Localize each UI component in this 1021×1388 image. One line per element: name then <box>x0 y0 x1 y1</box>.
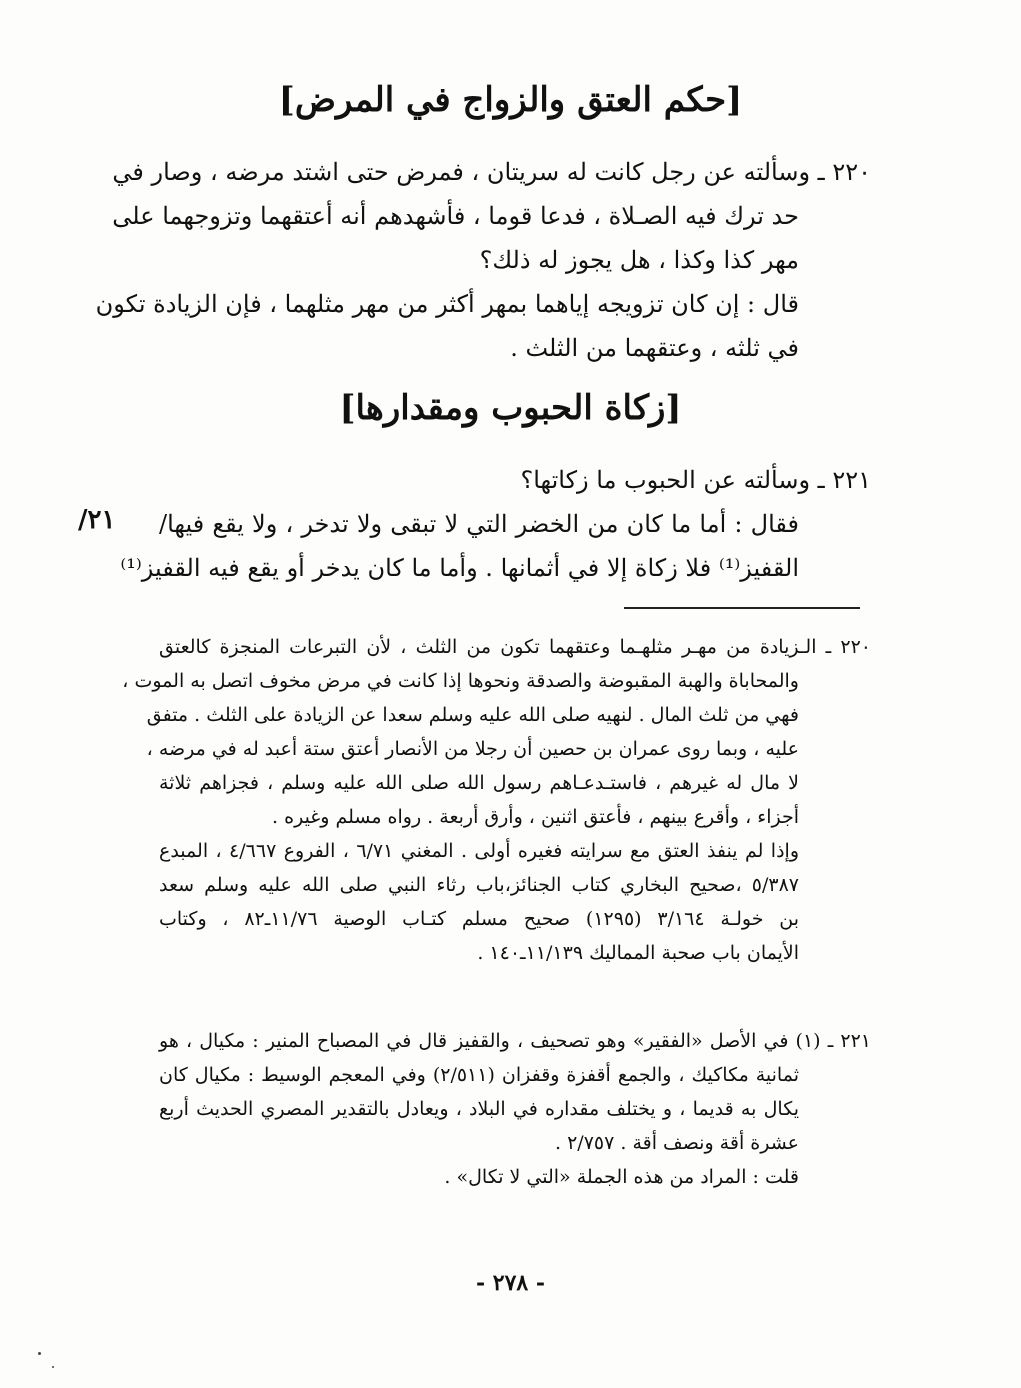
footnote-line: الأيمان باب صحبة المماليك ١١/١٣٩ـ١٤٠ . <box>477 942 799 964</box>
footnote-line: قلت : المراد من هذه الجملة «التي لا تكال» . <box>444 1166 799 1188</box>
text-line: ٢٢١ ـ وسألته عن الحبوب ما زكاتها؟ <box>520 466 871 494</box>
text-line: في ثلثه ، وعتقهما من الثلث . <box>510 334 799 362</box>
footnote-line: يكال به قديما ، و يختلف مقداره في البلاد ، ويعادل بالتقدير المصري الحديث أربع <box>159 1098 799 1120</box>
footnote-220 <box>122 630 871 970</box>
page-number: - ٢٧٨ - <box>475 1270 546 1296</box>
footnote-221 <box>159 1024 871 1194</box>
footnote-line: ٥/٣٨٧ ،صحيح البخاري كتاب الجنائز،باب رثاء النبي صلى الله عليه وسلم سعد <box>159 874 799 896</box>
footnote-line: بن خولـة ٣/١٦٤ (١٢٩٥) صحيح مسلم كتـاب الوصية ١١/٧٦ـ٨٢ ، وكتاب <box>159 908 800 930</box>
question-220 <box>95 150 871 370</box>
text-line: القفيز⁽¹⁾ فلا زكاة إلا في أثمانها . وأما ما كان يدخر أو يقع فيه القفيز⁽¹⁾ <box>120 554 799 582</box>
text-line: حد ترك فيه الصـلاة ، فدعا قوما ، فأشهدهم أنه أعتقهما وتزوجهما على <box>112 202 799 230</box>
footnote-line: عليه ، وبما روى عمران بن حصين أن رجلا من الأنصار أعتق ستة أعبد له في مرضه ، <box>146 738 799 760</box>
footnote-line: وإذا لم ينفذ العتق مع سرايته فغيره أولى . المغني ٦/٧١ ، الفروع ٤/٦٦٧ ، المبدع <box>159 840 799 862</box>
section-heading-grain-zakat: [زكاة الحبوب ومقدارها] <box>339 388 682 428</box>
question-221 <box>120 458 871 590</box>
text-line: قال : إن كان تزويجه إياهما بمهر أكثر من مهر مثلهما ، فإن الزيادة تكون <box>95 290 799 318</box>
footnote-line: ٢٢٠ ـ الـزيادة من مهـر مثلهـما وعتقهما تكون من الثلث ، لأن التبرعات المنجزة كالعتق <box>159 636 871 658</box>
scan-speck <box>52 1366 54 1368</box>
footnote-line: أجزاء ، وأقرع بينهم ، فأعتق اثنين ، وأرق أربعة . رواه مسلم وغيره . <box>272 806 799 828</box>
footnote-line: ٢٢١ ـ (١) في الأصل «الفقير» وهو تصحيف ، والقفيز قال في المصباح المنير : مكيال ، هو <box>159 1030 872 1052</box>
text-line: مهر كذا وكذا ، هل يجوز له ذلك؟ <box>479 246 799 274</box>
footnote-divider <box>624 607 860 609</box>
text-line: ٢٢٠ ـ وسألته عن رجل كانت له سريتان ، فمرض حتى اشتد مرضه ، وصار في <box>112 158 871 186</box>
text-line: فقال : أما ما كان من الخضر التي لا تبقى ولا تدخر ، ولا يقع فيها/ <box>159 510 799 538</box>
footnote-line: والمحاباة والهبة المقبوضة والصدقة ونحوها إذا كانت في مرض مخوف اتصل به الموت ، <box>122 670 799 692</box>
footnote-line: لا مال له غيرهم ، فاستـدعـاهم رسول الله صلى الله عليه وسلم ، فجزاهم ثلاثة <box>159 772 799 794</box>
scan-speck <box>38 1352 41 1355</box>
footnote-line: عشرة أقة ونصف أقة . ٢/٧٥٧ . <box>555 1132 799 1154</box>
manuscript-folio-marker: /٢١ <box>78 505 116 535</box>
footnote-line: ثمانية مكاكيك ، والجمع أقفزة وقفزان (٢/٥١١) وفي المعجم الوسيط : مكيال كان <box>159 1064 799 1086</box>
footnote-line: فهي من ثلث المال . لنهيه صلى الله عليه وسلم سعدا عن الزيادة على الثلث . متفق <box>146 704 799 726</box>
section-heading-emancipation: [حكم العتق والزواج في المرض] <box>278 80 743 120</box>
